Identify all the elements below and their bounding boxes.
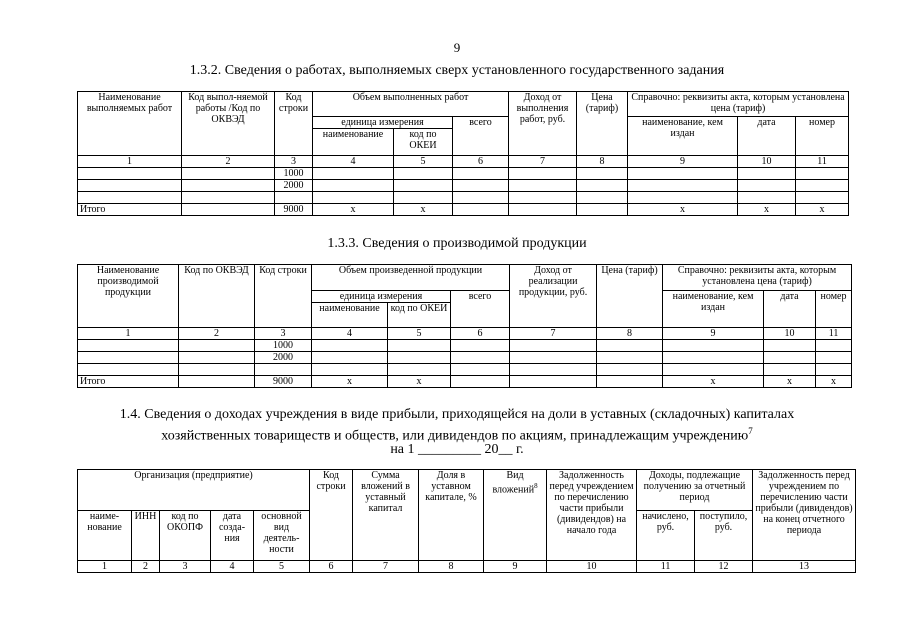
page-number: 9: [453, 40, 461, 55]
header-okved: Код по ОКВЭД: [179, 265, 255, 328]
col-number: 3: [255, 328, 312, 340]
col-number: 8: [419, 561, 484, 573]
header-okopf: код по ОКОПФ: [160, 511, 211, 561]
total-label: Итого: [78, 376, 179, 388]
col-number: 10: [764, 328, 816, 340]
row-code: 2000: [255, 352, 312, 364]
col-number: 3: [160, 561, 211, 573]
col-number: 7: [509, 156, 577, 168]
table-row: [78, 180, 849, 192]
header-work-name: Наименование выполняемых работ: [78, 92, 182, 156]
header-work-code: Код выпол-няемой работы /Код по ОКВЭД: [182, 92, 275, 156]
x-mark: x: [764, 376, 816, 388]
header-reference: Справочно: реквизиты акта, которым установлена цена (тариф): [628, 92, 849, 117]
col-number: 3: [275, 156, 313, 168]
header-total: всего: [451, 291, 510, 328]
header-income: Доход от выполнения работ, руб.: [509, 92, 577, 156]
row-code: 1000: [275, 168, 313, 180]
col-number: 6: [310, 561, 353, 573]
header-volume: Объем выполненных работ: [313, 92, 509, 117]
header-received: поступило, руб.: [695, 511, 753, 561]
x-mark: x: [663, 376, 764, 388]
header-created: дата созда-ния: [211, 511, 254, 561]
header-organization: Организация (предприятие): [78, 470, 310, 511]
header-number: номер: [796, 117, 849, 156]
col-number: 10: [547, 561, 637, 573]
header-unit-code: код по ОКЕИ: [388, 303, 451, 328]
col-number: 11: [796, 156, 849, 168]
header-unit-code: код по ОКЕИ: [394, 129, 453, 156]
section-1-4-title-line1: 1.4. Сведения о доходах учреждения в виде прибыли, приходящейся на доли в уставных (складочных) капиталах: [119, 407, 795, 422]
column-numbers-row: [78, 561, 856, 573]
header-debt-end: Задолженность перед учреждением по перечислению части прибыли (дивидендов) на конец отчетного периода: [753, 470, 856, 561]
col-number: 9: [628, 156, 738, 168]
footnote-7: 7: [748, 426, 753, 436]
table-row: [78, 192, 849, 204]
header-issuer: наименование, кем издан: [628, 117, 738, 156]
col-number: 7: [353, 561, 419, 573]
total-label: Итого: [78, 204, 182, 216]
header-inn: ИНН: [132, 511, 160, 561]
header-accrued: начислено, руб.: [637, 511, 695, 561]
header-unit: единица измерения: [312, 291, 451, 303]
header-unit-name: наименование: [313, 129, 394, 156]
col-number: 1: [78, 156, 182, 168]
header-volume: Объем произведенной продукции: [312, 265, 510, 291]
col-number: 2: [132, 561, 160, 573]
section-1-3-2-title: 1.3.2. Сведения о работах, выполняемых сверх установленного государственного задания: [189, 63, 725, 78]
header-income: Доход от реализации продукции, руб.: [510, 265, 597, 328]
table-row: [78, 352, 852, 364]
table-row: [78, 340, 852, 352]
col-number: 8: [577, 156, 628, 168]
header-kind: Вид вложений$^8$: [484, 470, 547, 561]
header-number: номер: [816, 291, 852, 328]
col-number: 4: [211, 561, 254, 573]
col-number: 5: [394, 156, 453, 168]
x-mark: x: [738, 204, 796, 216]
x-mark: x: [312, 376, 388, 388]
x-mark: x: [388, 376, 451, 388]
col-number: 6: [451, 328, 510, 340]
header-share: Доля в уставном капитале, %: [419, 470, 484, 561]
dividends-table: [77, 469, 856, 573]
header-product-name: Наименование производимой продукции: [78, 265, 179, 328]
section-1-4-date-line: на 1 _________ 20__ г.: [390, 442, 524, 457]
col-number: 4: [313, 156, 394, 168]
header-date: дата: [764, 291, 816, 328]
row-code: 2000: [275, 180, 313, 192]
header-price: Цена (тариф): [597, 265, 663, 328]
column-numbers-row: [78, 156, 849, 168]
header-row-code: Код строки: [255, 265, 312, 328]
col-number: 13: [753, 561, 856, 573]
x-mark: x: [394, 204, 453, 216]
col-number: 1: [78, 328, 179, 340]
header-investment: Сумма вложений в уставный капитал: [353, 470, 419, 561]
works-table: [77, 91, 849, 216]
total-row: [78, 376, 852, 388]
column-numbers-row: [78, 328, 852, 340]
col-number: 4: [312, 328, 388, 340]
header-debt-start: Задолженность перед учреждением по перечислению части прибыли (дивидендов) на начало года: [547, 470, 637, 561]
col-number: 7: [510, 328, 597, 340]
x-mark: x: [313, 204, 394, 216]
col-number: 5: [388, 328, 451, 340]
header-income: Доходы, подлежащие получению за отчетный период: [637, 470, 753, 511]
header-activity: основной вид деятель-ности: [254, 511, 310, 561]
header-total: всего: [453, 117, 509, 156]
footnote-8: 8: [534, 482, 538, 490]
total-code: 9000: [255, 376, 312, 388]
total-code: 9000: [275, 204, 313, 216]
col-number: 1: [78, 561, 132, 573]
section-1-4-title-line2: хозяйственных товариществ и обществ, или дивидендов по акциям, принадлежащим учреждению$^7$: [161, 426, 753, 444]
total-row: [78, 204, 849, 216]
col-number: 11: [637, 561, 695, 573]
header-date: дата: [738, 117, 796, 156]
col-number: 2: [179, 328, 255, 340]
col-number: 2: [182, 156, 275, 168]
row-code: 1000: [255, 340, 312, 352]
header-unit-name: наименование: [312, 303, 388, 328]
col-number: 9: [484, 561, 547, 573]
x-mark: x: [628, 204, 738, 216]
header-price: Цена (тариф): [577, 92, 628, 156]
x-mark: x: [816, 376, 852, 388]
col-number: 5: [254, 561, 310, 573]
col-number: 12: [695, 561, 753, 573]
x-mark: x: [796, 204, 849, 216]
table-row: [78, 168, 849, 180]
col-number: 8: [597, 328, 663, 340]
table-row: [78, 364, 852, 376]
header-reference: Справочно: реквизиты акта, которым установлена цена (тариф): [663, 265, 852, 291]
header-org-name: наиме-нование: [78, 511, 132, 561]
col-number: 10: [738, 156, 796, 168]
header-unit: единица измерения: [313, 117, 453, 129]
section-1-3-3-title: 1.3.3. Сведения о производимой продукции: [327, 236, 587, 251]
header-row-code: Код строки: [275, 92, 313, 156]
products-table: [77, 264, 852, 388]
col-number: 11: [816, 328, 852, 340]
header-row-code: Код строки: [310, 470, 353, 561]
col-number: 6: [453, 156, 509, 168]
header-issuer: наименование, кем издан: [663, 291, 764, 328]
col-number: 9: [663, 328, 764, 340]
